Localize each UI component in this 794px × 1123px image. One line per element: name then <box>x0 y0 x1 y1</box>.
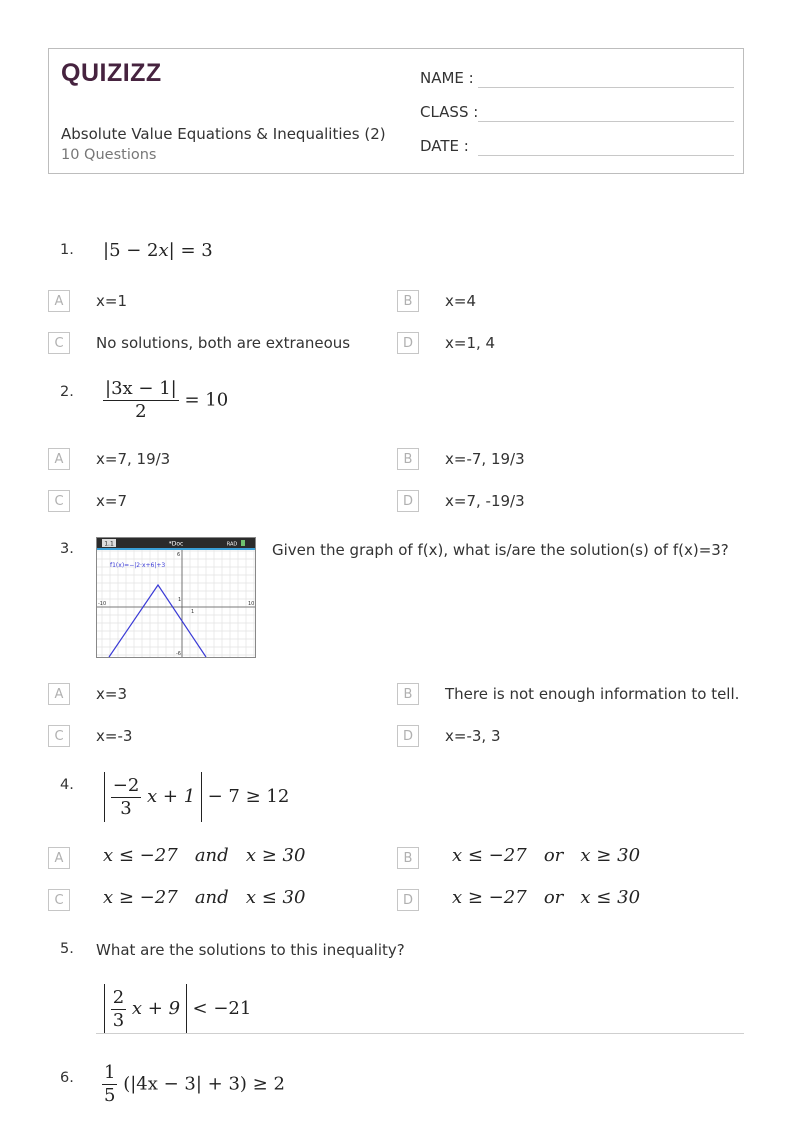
option-letter: B <box>397 290 419 312</box>
x-unit-label: 1 <box>191 609 195 615</box>
question-2-equation: $\frac{|3x - 1|}{2}$ = 10 <box>105 378 229 422</box>
option-letter: D <box>397 725 419 747</box>
option-letter: C <box>48 490 70 512</box>
graph-tab-label: 1.1 <box>104 540 114 548</box>
ymin-label: -6 <box>176 651 181 657</box>
name-line <box>478 87 734 88</box>
question-5-text: What are the solutions to this inequality? <box>96 941 405 959</box>
question-1-equation: |5 − 2x| = 3 <box>103 240 213 261</box>
question-number: 1. <box>60 242 74 258</box>
option-text: x=4 <box>445 292 476 310</box>
option-text: x=-3 <box>96 727 133 745</box>
y-unit-label: 1 <box>178 597 182 603</box>
option-text: x=1, 4 <box>445 334 496 352</box>
class-label: CLASS : <box>420 103 479 121</box>
option-text: x ≥ −27 or x ≤ 30 <box>452 887 641 908</box>
option-letter: B <box>397 847 419 869</box>
option-text: x ≤ −27 and x ≥ 30 <box>103 845 306 866</box>
graph-doc-label: *Doc <box>168 540 184 548</box>
option-letter: D <box>397 490 419 512</box>
question-6-inequality: $\frac{1}{5}$ (|4x − 3| + 3) ≥ 2 <box>104 1062 285 1106</box>
question-number: 5. <box>60 941 74 957</box>
option-text: There is not enough information to tell. <box>445 685 740 703</box>
option-text: x=-3, 3 <box>445 727 501 745</box>
option-text: No solutions, both are extraneous <box>96 334 351 352</box>
option-text: x=7, -19/3 <box>445 492 525 510</box>
question-number: 2. <box>60 384 74 400</box>
option-letter: C <box>48 725 70 747</box>
option-letter: A <box>48 290 70 312</box>
option-letter: B <box>397 448 419 470</box>
option-letter: A <box>48 847 70 869</box>
function-label: f1(x)=−|2·x+6|+3 <box>110 562 166 569</box>
option-letter: C <box>48 332 70 354</box>
answer-line <box>96 1033 744 1034</box>
xmax-label: 10 <box>248 601 255 607</box>
class-line <box>478 121 734 122</box>
date-line <box>478 155 734 156</box>
option-text: x=7, 19/3 <box>96 450 171 468</box>
option-letter: D <box>397 332 419 354</box>
worksheet-title: Absolute Value Equations & Inequalities (2) <box>61 125 386 143</box>
option-text: x=-7, 19/3 <box>445 450 525 468</box>
option-text: x=7 <box>96 492 127 510</box>
option-letter: C <box>48 889 70 911</box>
class-field[interactable] <box>420 103 478 121</box>
option-text: x=3 <box>96 685 127 703</box>
option-letter: D <box>397 889 419 911</box>
question-number: 6. <box>60 1070 74 1086</box>
question-number: 3. <box>60 541 74 557</box>
quizizz-logo: QUIZIZZ <box>61 59 162 87</box>
worksheet-header <box>48 48 744 174</box>
option-text: x ≥ −27 and x ≤ 30 <box>103 887 306 908</box>
graph-mode-label: RAD <box>226 541 238 548</box>
question-4-inequality: $\frac{-2}{3}$ x + 1 − 7 ≥ 12 <box>104 772 289 822</box>
graph-accent-bar <box>97 548 255 550</box>
xmin-label: -10 <box>98 601 107 607</box>
battery-icon <box>241 540 245 546</box>
question-count: 10 Questions <box>61 147 157 163</box>
ymax-label: 6 <box>177 552 181 558</box>
question-5-inequality: $\frac{2}{3}$ x + 9 < −21 <box>104 984 251 1034</box>
calculator-graph-image <box>96 537 256 658</box>
option-text: x ≤ −27 or x ≥ 30 <box>452 845 641 866</box>
name-field[interactable] <box>420 69 474 87</box>
option-letter: B <box>397 683 419 705</box>
option-letter: A <box>48 683 70 705</box>
name-label: NAME : <box>420 69 474 87</box>
question-number: 4. <box>60 777 74 793</box>
option-letter: A <box>48 448 70 470</box>
date-field[interactable] <box>420 137 469 155</box>
question-3-text: Given the graph of f(x), what is/are the solution(s) of f(x)=3? <box>272 541 729 559</box>
date-label: DATE : <box>420 137 469 155</box>
option-text: x=1 <box>96 292 127 310</box>
